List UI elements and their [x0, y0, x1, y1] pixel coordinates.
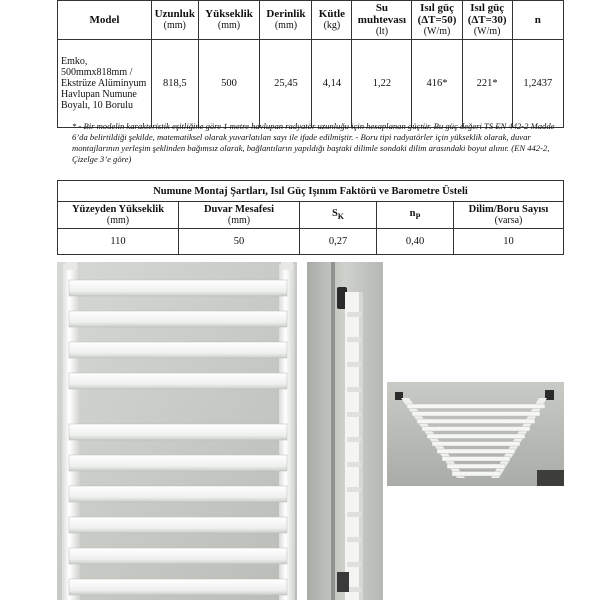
mount-title-row: [58, 181, 564, 202]
radiator-mounted-photo: [387, 382, 564, 486]
radiator-tube-edge: [347, 537, 361, 542]
header-yukseklik: Yükseklik (mm): [198, 1, 260, 40]
radiator-tube-edge: [347, 562, 361, 567]
header-sk: $S_K$: [300, 202, 377, 229]
radiator-tube: [447, 464, 505, 469]
radiator-tube: [442, 457, 510, 462]
header-np: $n_P$: [377, 202, 454, 229]
header-uzunluk: Uzunluk (mm): [152, 1, 199, 40]
radiator-tube: [69, 579, 287, 595]
value-sk: 0,27: [300, 229, 377, 255]
radiator-tube-edge: [347, 387, 361, 392]
radiator-tube: [422, 427, 530, 432]
header-n: n: [512, 1, 563, 40]
radiator-side-photo: [307, 262, 383, 600]
mount-table-title: Numune Montaj Şartları, Isıl Güç Işınım Faktörü ve Barometre Üsteli: [58, 181, 564, 202]
radiator-tube: [452, 472, 500, 477]
value-np: 0,40: [377, 229, 454, 255]
radiator-tube: [69, 548, 287, 564]
radiator-tube: [69, 424, 287, 440]
value-dilim-boru: 10: [454, 229, 564, 255]
value-duvar-mesafesi: 50: [179, 229, 300, 255]
header-dilim-boru: Dilim/Boru Sayısı (varsa): [454, 202, 564, 229]
header-isil-guc-50: Isıl güç (ΔT=50) (W/m): [412, 1, 462, 40]
header-duvar-mesafesi: Duvar Mesafesi (mm): [179, 202, 300, 229]
header-yuzeyden-yukseklik: Yüzeyden Yükseklik (mm): [58, 202, 179, 229]
cell-derinlik: 25,45: [260, 40, 312, 128]
header-derinlik: Derinlik (mm): [260, 1, 312, 40]
mounting-conditions-table: [57, 180, 564, 255]
mount-value-row: [58, 229, 564, 255]
radiator-tube-edge: [347, 437, 361, 442]
radiator-tube: [69, 486, 287, 502]
cell-isil-30: 221*: [462, 40, 512, 128]
cell-uzunluk: 818,5: [152, 40, 199, 128]
header-kutle: Kütle (kg): [312, 1, 352, 40]
radiator-tube-edge: [347, 487, 361, 492]
cell-yukseklik: 500: [198, 40, 260, 128]
radiator-tube-edge: [347, 412, 361, 417]
value-yuzeyden-yukseklik: 110: [58, 229, 179, 255]
radiator-tube-edge: [347, 362, 361, 367]
radiator-front-photo: [57, 262, 297, 600]
cell-su: 1,22: [352, 40, 412, 128]
radiator-tube: [437, 449, 515, 454]
radiator-tube: [417, 419, 535, 424]
radiator-tube: [69, 517, 287, 533]
radiator-tube: [69, 311, 287, 327]
radiator-tube: [69, 373, 287, 389]
radiator-tube: [69, 455, 287, 471]
radiator-tube-edge: [347, 312, 361, 317]
radiator-tube: [432, 442, 520, 447]
specification-table: [57, 0, 564, 128]
radiator-tube-edge: [347, 337, 361, 342]
cell-kutle: 4,14: [312, 40, 352, 128]
radiator-tube: [407, 404, 545, 409]
footnote-text: * - Bir modelin karakteristik eşitliğine göre 1 metre havlupan radyatör uzunluğu için hesaplanan güçtür. Bu güç değeri TS EN 442-2 Madde 6’da belirtildiği şekilde, matematiksel olarak yuvarlatılan sayı ile ifade edilmiştir. - Boru tipi radyatörler için yükseklik olarak, duvar montajlarının yerleşim şeklinden bağımsız olarak, bağlantıların yapıldığı baştaki dilimle sondaki dilim arasındaki boyut alınır. (EN 442-2, Çizelge 3’e göre): [72, 121, 555, 164]
cell-n: 1,2437: [512, 40, 563, 128]
footnote: [72, 121, 560, 165]
radiator-tube: [69, 342, 287, 358]
header-model: Model: [58, 1, 152, 40]
spec-data-row: [58, 40, 564, 128]
cell-isil-50: 416*: [412, 40, 462, 128]
radiator-tube: [412, 412, 540, 417]
spec-header-row: [58, 1, 564, 40]
radiator-tube-edge: [347, 462, 361, 467]
radiator-tube: [69, 280, 287, 296]
radiator-tube-edge: [347, 512, 361, 517]
header-su-muhtevasi: Su muhtevası (lt): [352, 1, 412, 40]
mount-header-row: [58, 202, 564, 229]
radiator-tube-edge: [347, 587, 361, 592]
radiator-tube: [427, 434, 525, 439]
cell-model: Emko, 500mmx818mm / Ekstrüze Alüminyum Havlupan Numune Boyalı, 10 Borulu: [58, 40, 152, 128]
header-isil-guc-30: Isıl güç (ΔT=30) (W/m): [462, 1, 512, 40]
